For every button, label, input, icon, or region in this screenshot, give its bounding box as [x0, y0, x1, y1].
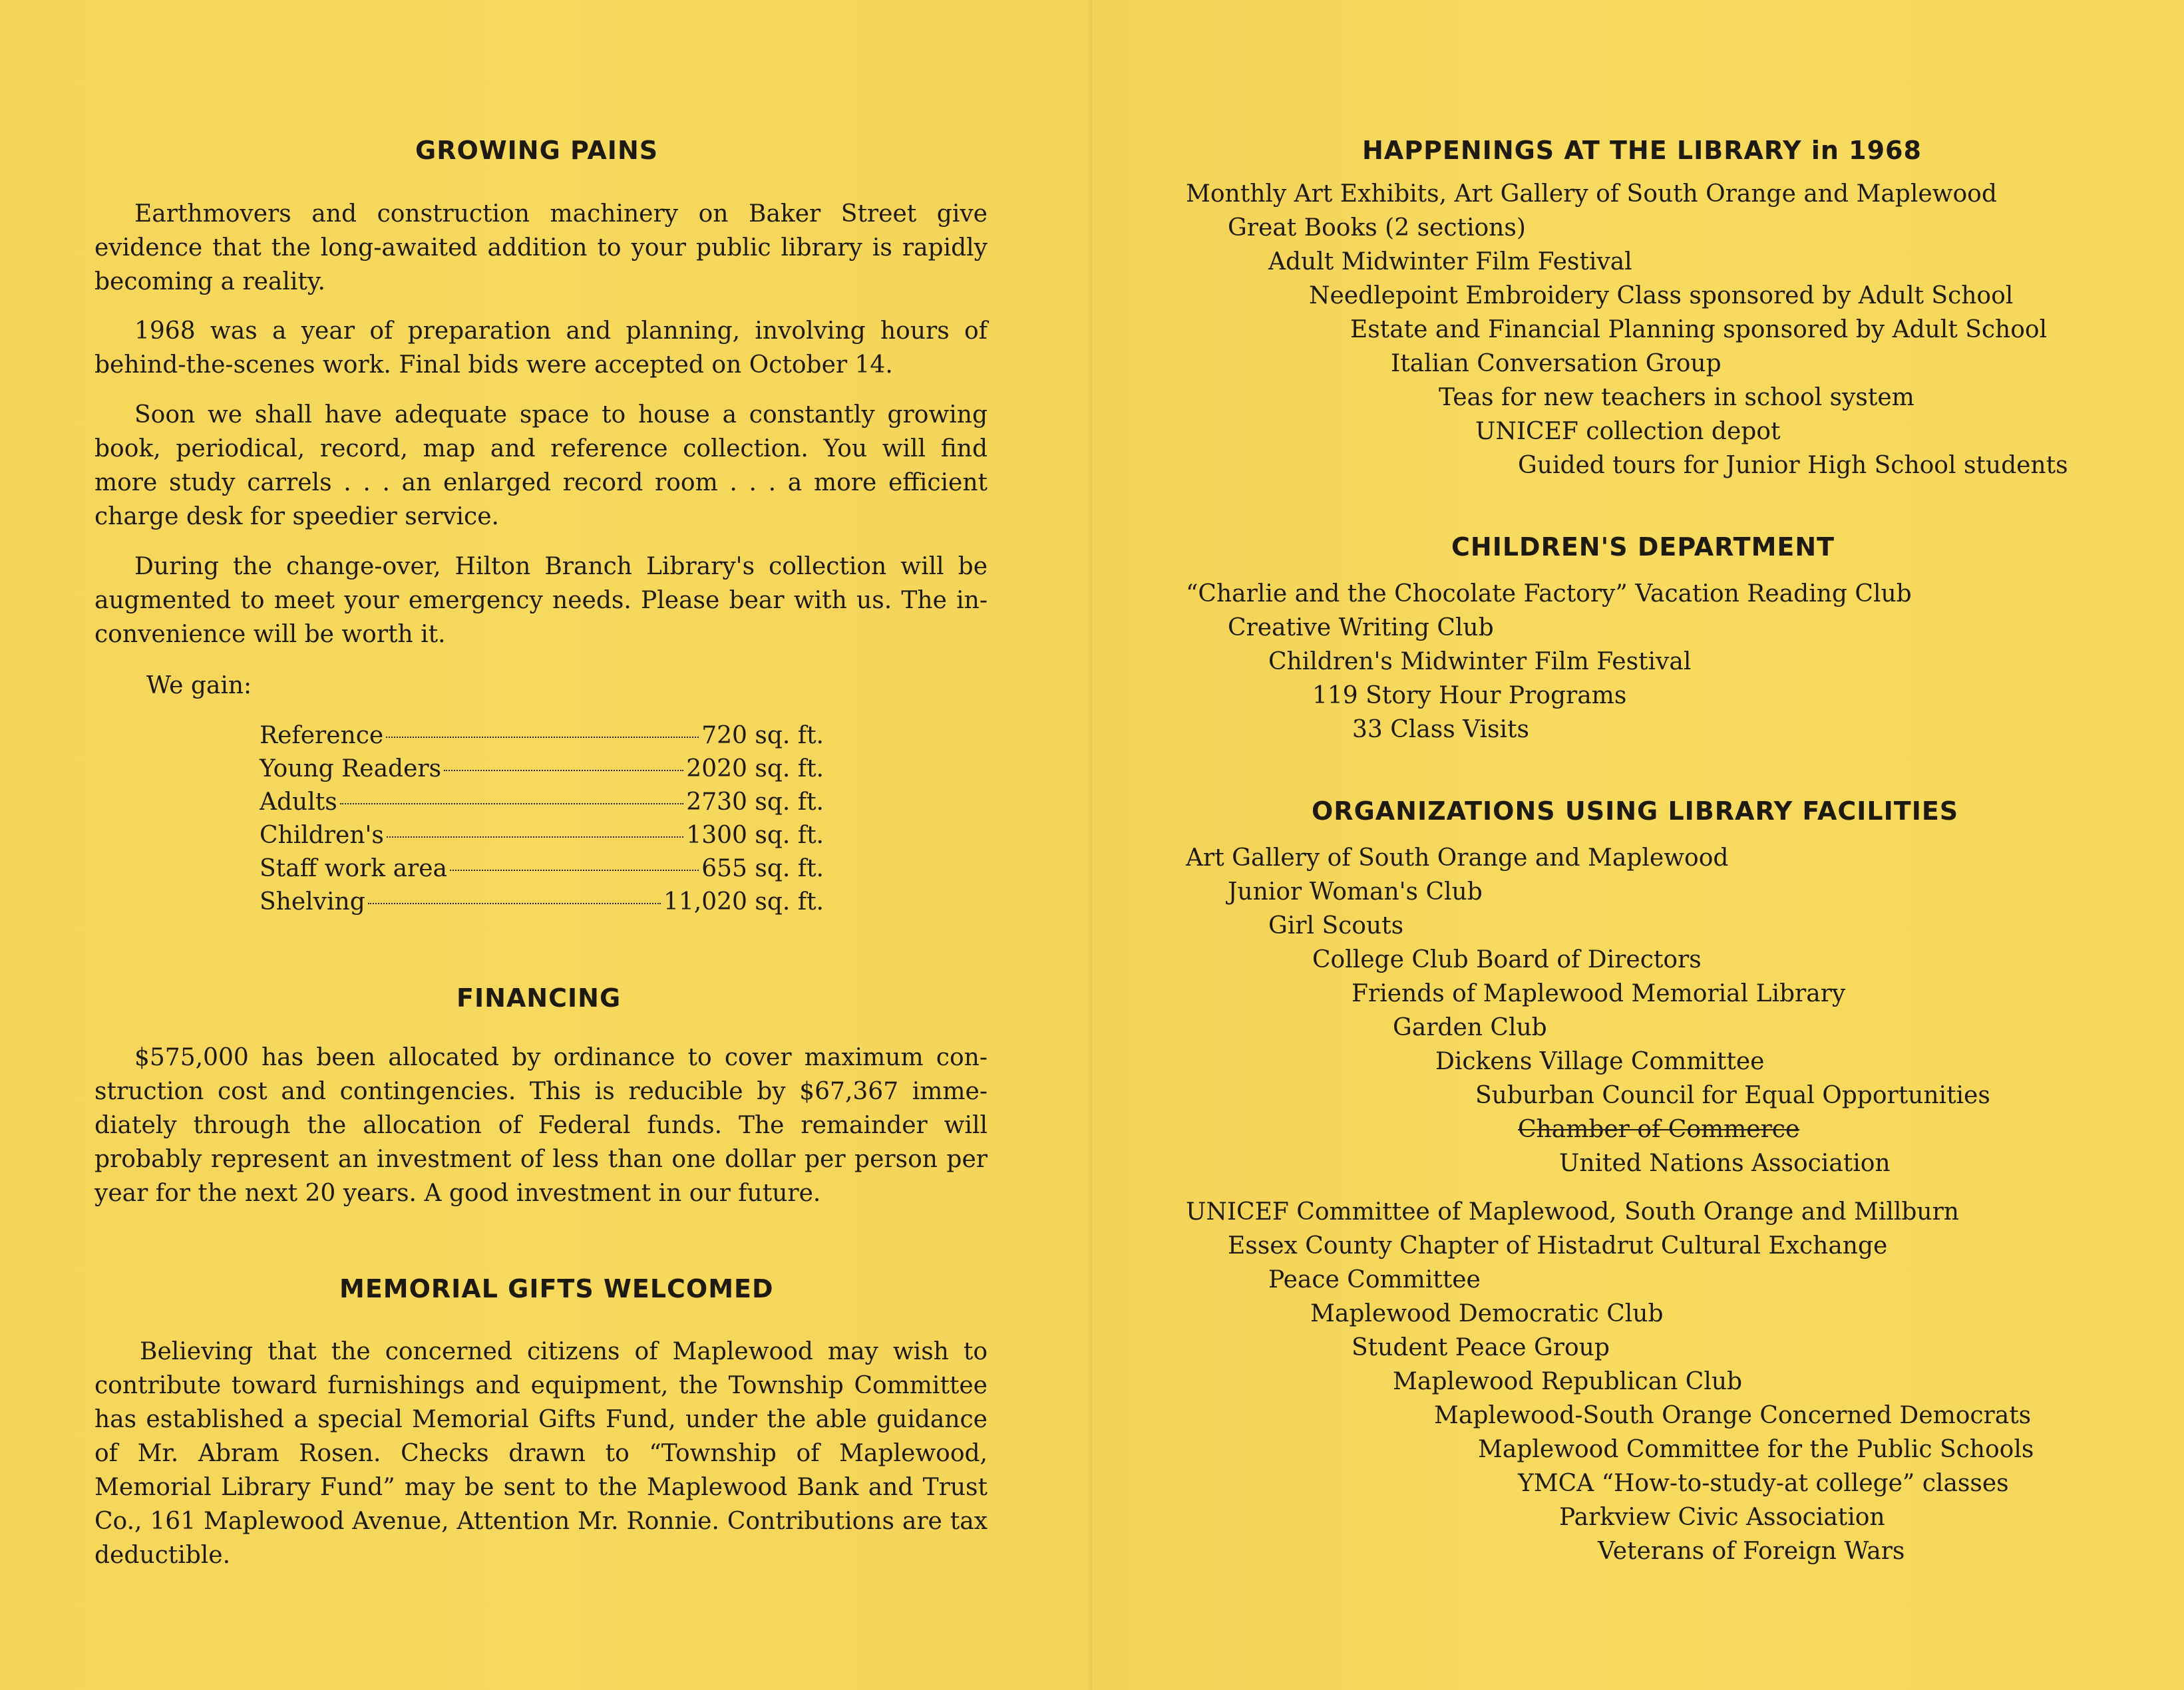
- organization-item: Essex County Chapter of Histadrut Cultural Exchange: [1228, 1232, 1888, 1260]
- organization-item: Friends of Maplewood Memorial Library: [1352, 980, 1846, 1007]
- childrens-item: 33 Class Visits: [1352, 716, 1529, 743]
- gain-label: Children's: [260, 822, 384, 849]
- organization-item: Chamber of Commerce: [1518, 1116, 1800, 1143]
- right-panel: [1092, 0, 2184, 1690]
- happening-item: Estate and Financial Planning sponsored by Adult School: [1350, 316, 2048, 343]
- happening-item: Needlepoint Embroidery Class sponsored by Adult School: [1309, 282, 2014, 309]
- gain-label: Adults: [260, 788, 337, 816]
- growing-pains-paragraph-4: During the change-over, Hilton Branch Library's collection will be augmented to meet your emergency needs. Please bear with us. The inconvenience will be worth it.: [94, 553, 988, 648]
- happening-item: UNICEF collection depot: [1475, 418, 1781, 445]
- organization-item: YMCA “How-to-study-at college” classes: [1518, 1470, 2009, 1497]
- childrens-item: Creative Writing Club: [1228, 614, 1494, 641]
- happening-item: Great Books (2 sections): [1228, 214, 1526, 242]
- dot-leader: [368, 903, 661, 904]
- organization-item: Parkview Civic Association: [1559, 1504, 1885, 1531]
- happening-item: Italian Conversation Group: [1391, 350, 1722, 377]
- organization-item: Maplewood Committee for the Public Schools: [1478, 1436, 2034, 1463]
- organization-item: Student Peace Group: [1352, 1334, 1610, 1361]
- growing-pains-paragraph-2: 1968 was a year of preparation and planning, involving hours of behind-the-scenes work. Final bids were accepted on October 14.: [94, 317, 988, 379]
- gain-value: 11,020 sq. ft.: [663, 888, 824, 916]
- happenings-heading: HAPPENINGS AT THE LIBRARY in 1968: [1362, 136, 1922, 165]
- organization-item: UNICEF Committee of Maplewood, South Orange and Millburn: [1186, 1198, 1959, 1226]
- gain-label: Shelving: [260, 888, 365, 916]
- organization-item: College Club Board of Directors: [1312, 946, 1702, 973]
- childrens-item: 119 Story Hour Programs: [1312, 682, 1627, 709]
- gain-row: [260, 885, 824, 919]
- organization-item: Maplewood Democratic Club: [1310, 1300, 1664, 1327]
- dot-leader: [450, 870, 699, 871]
- childrens-item: “Charlie and the Chocolate Factory” Vacation Reading Club: [1186, 580, 1912, 607]
- organization-item: Veterans of Foreign Wars: [1598, 1538, 1905, 1565]
- organization-item: Maplewood Republican Club: [1393, 1368, 1743, 1395]
- organization-item: Garden Club: [1393, 1014, 1547, 1041]
- dot-leader: [444, 770, 683, 771]
- gain-value: 720 sq. ft.: [701, 722, 824, 749]
- growing-pains-heading: GROWING PAINS: [415, 136, 659, 165]
- gain-label: Reference: [260, 722, 384, 749]
- gain-row: [260, 852, 824, 886]
- memorial-gifts-heading: MEMORIAL GIFTS WELCOMED: [339, 1274, 774, 1303]
- gain-value: 2020 sq. ft.: [686, 755, 824, 782]
- gain-row: [260, 752, 824, 786]
- happening-item: Monthly Art Exhibits, Art Gallery of South Orange and Maplewood: [1186, 180, 1997, 208]
- gain-row: [260, 719, 824, 753]
- memorial-gifts-paragraph: Believing that the concerned citizens of Maplewood may wish to contribute toward furnishings and equipment, the Township Committee has established a special Memorial Gifts Fund, under the able guidance of Mr. Abram Rosen. Checks drawn to “Township of Maplewood, Memorial Library Fund” may be sent to the Maplewood Bank and Trust Co., 161 Maplewood Avenue, Attention Mr. Ronnie. Contributions are tax deductible.: [94, 1338, 988, 1569]
- organization-item: United Nations Association: [1559, 1150, 1891, 1177]
- gain-row: [260, 785, 824, 819]
- financing-paragraph: $575,000 has been allocated by ordinance to cover maximum construction cost and contingencies. This is reducible by $67,367 immediately through the allocation of Federal funds. The remainder will probably represent an investment of less than one dollar per person per year for the next 20 years. A good investment in our future.: [94, 1044, 988, 1207]
- organization-item: Dickens Village Committee: [1435, 1048, 1765, 1075]
- organization-item: Suburban Council for Equal Opportunities: [1475, 1082, 1990, 1109]
- happening-item: Guided tours for Junior High School students: [1518, 452, 2068, 479]
- organization-item: Junior Woman's Club: [1228, 878, 1483, 906]
- organization-item: Maplewood-South Orange Concerned Democrats: [1434, 1402, 2032, 1429]
- gain-row: [260, 818, 824, 852]
- dot-leader: [340, 803, 684, 804]
- gain-value: 655 sq. ft.: [701, 855, 824, 882]
- organization-item: Peace Committee: [1268, 1266, 1481, 1293]
- organization-item: Girl Scouts: [1268, 912, 1404, 939]
- organizations-heading: ORGANIZATIONS USING LIBRARY FACILITIES: [1312, 796, 1959, 826]
- dot-leader: [387, 836, 683, 838]
- happening-item: Teas for new teachers in school system: [1439, 384, 1914, 411]
- growing-pains-paragraph-1: Earthmovers and construction machinery on Baker Street give evidence that the long-awaited addition to your public library is rapidly becoming a reality.: [94, 200, 988, 295]
- gain-intro: We gain:: [146, 672, 252, 699]
- financing-heading: FINANCING: [456, 983, 622, 1013]
- childrens-item: Children's Midwinter Film Festival: [1268, 648, 1692, 675]
- childrens-department-heading: CHILDREN'S DEPARTMENT: [1451, 532, 1835, 562]
- gain-label: Young Readers: [260, 755, 442, 782]
- gain-value: 1300 sq. ft.: [686, 822, 824, 849]
- gain-label: Staff work area: [260, 855, 448, 882]
- gain-value: 2730 sq. ft.: [686, 788, 824, 816]
- organization-item: Art Gallery of South Orange and Maplewood: [1186, 844, 1729, 872]
- growing-pains-paragraph-3: Soon we shall have adequate space to house a constantly growing book, periodical, record, map and reference collection. You will find more study carrels . . . an enlarged record room . . . a more efficient charge desk for speedier service.: [94, 401, 988, 530]
- happening-item: Adult Midwinter Film Festival: [1268, 248, 1632, 275]
- dot-leader: [386, 737, 699, 738]
